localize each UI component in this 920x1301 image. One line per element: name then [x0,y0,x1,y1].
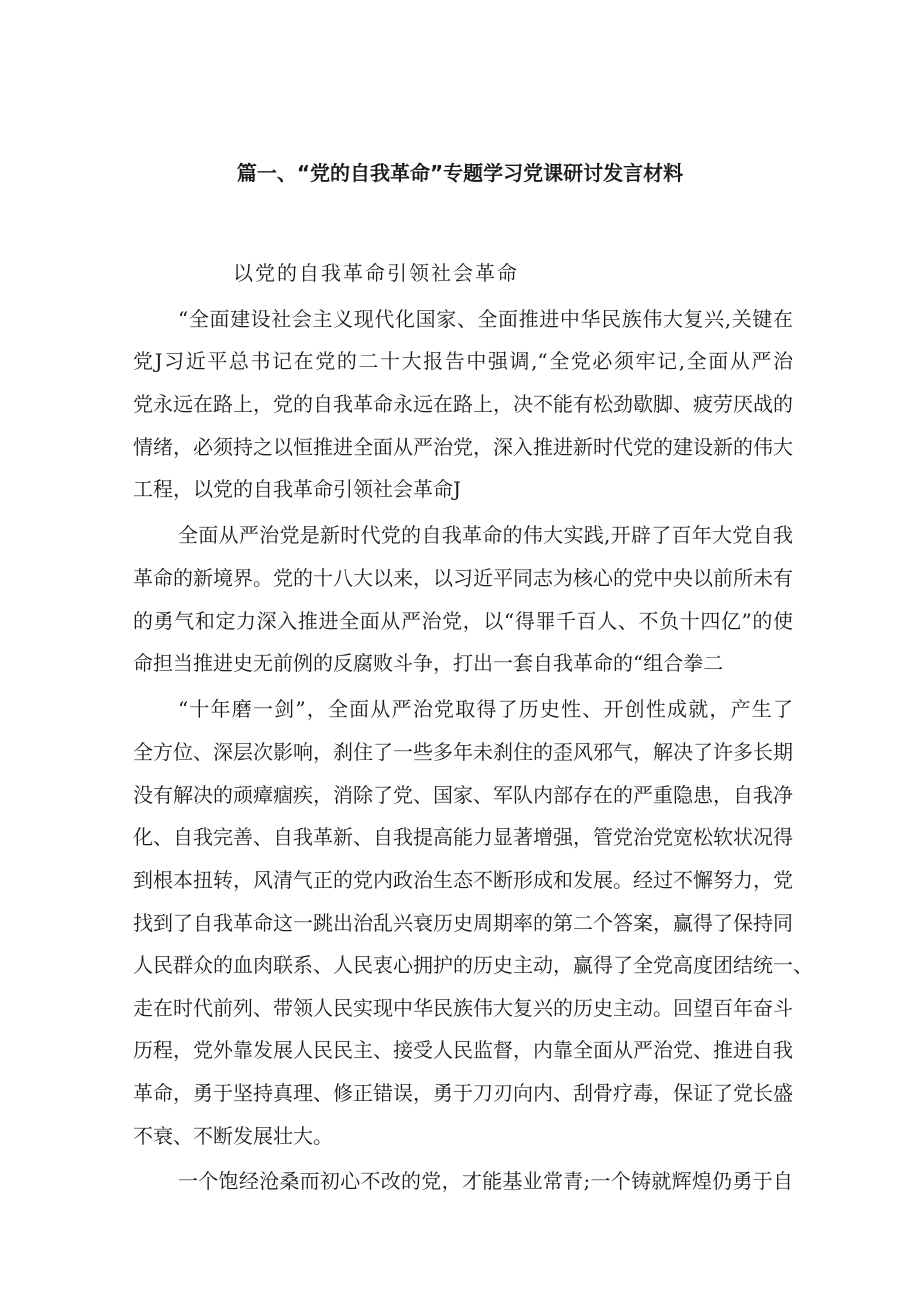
paragraph-line: 不衰、不断发展壮大。 [133,1124,333,1148]
paragraph-line: 情绪，必须持之以恒推进全面从严治党，深入推进新时代党的建设新的伟大 [133,435,793,459]
paragraph-line: 革命的新境界。党的十八大以来，以习近平同志为核心的党中央以前所未有 [133,566,793,590]
paragraph-line: 革命，勇于坚持真理、修正错误，勇于刀刃向内、刮骨疗毒，保证了党长盛 [133,1081,793,1105]
paragraph-line: 全面从严治党是新时代党的自我革命的伟大实践,开辟了百年大党自我 [178,523,793,547]
paragraph-line: 没有解决的顽瘴痼疾，消除了党、国家、军队内部存在的严重隐患，自我净 [133,783,793,807]
paragraph-line: 到根本扭转，风清气正的党内政治生态不断形成和发展。经过不懈努力，党 [133,868,793,892]
paragraph-line: 工程，以党的自我革命引领社会革命J [133,477,462,501]
paragraph-line: “十年磨一剑”，全面从严治党取得了历史性、开创性成就，产生了 [178,697,793,721]
paragraph-line: 历程，党外靠发展人民民主、接受人民监督，内靠全面从严治党、推进自我 [133,1038,793,1062]
document-title: 篇一、“党的自我革命”专题学习党课研讨发言材料 [236,161,684,185]
document-subtitle: 以党的自我革命引领社会革命 [233,261,519,285]
paragraph-line: 人民群众的血肉联系、人民衷心拥护的历史主动，赢得了全党高度团结统一、 [133,953,813,977]
paragraph-line: “全面建设社会主义现代化国家、全面推进中华民族伟大复兴,关键在 [178,307,793,331]
paragraph-line: 找到了自我革命这一跳出治乱兴衰历史周期率的第二个答案，赢得了保持同 [133,911,793,935]
paragraph-line: 的勇气和定力深入推进全面从严治党，以“得罪千百人、不负十四亿”的使 [133,609,793,633]
paragraph-line: 命担当推进史无前例的反腐败斗争，打出一套自我革命的“组合拳二 [133,651,724,675]
paragraph-line: 党永远在路上，党的自我革命永远在路上，决不能有松劲歇脚、疲劳厌战的 [133,392,793,416]
paragraph-line: 走在时代前列、带领人民实现中华民族伟大复兴的历史主动。回望百年奋斗 [133,996,793,1020]
paragraph-line: 一个饱经沧桑而初心不改的党，才能基业常青;一个铸就辉煌仍勇于自 [178,1169,793,1193]
paragraph-line: 党J习近平总书记在党的二十大报告中强调,“全党必须牢记,全面从严治 [133,349,793,373]
paragraph-line: 化、自我完善、自我革新、自我提高能力显著增强，管党治党宽松软状况得 [133,825,793,849]
paragraph-line: 全方位、深层次影响，刹住了一些多年未刹住的歪风邪气，解决了许多长期 [133,740,793,764]
